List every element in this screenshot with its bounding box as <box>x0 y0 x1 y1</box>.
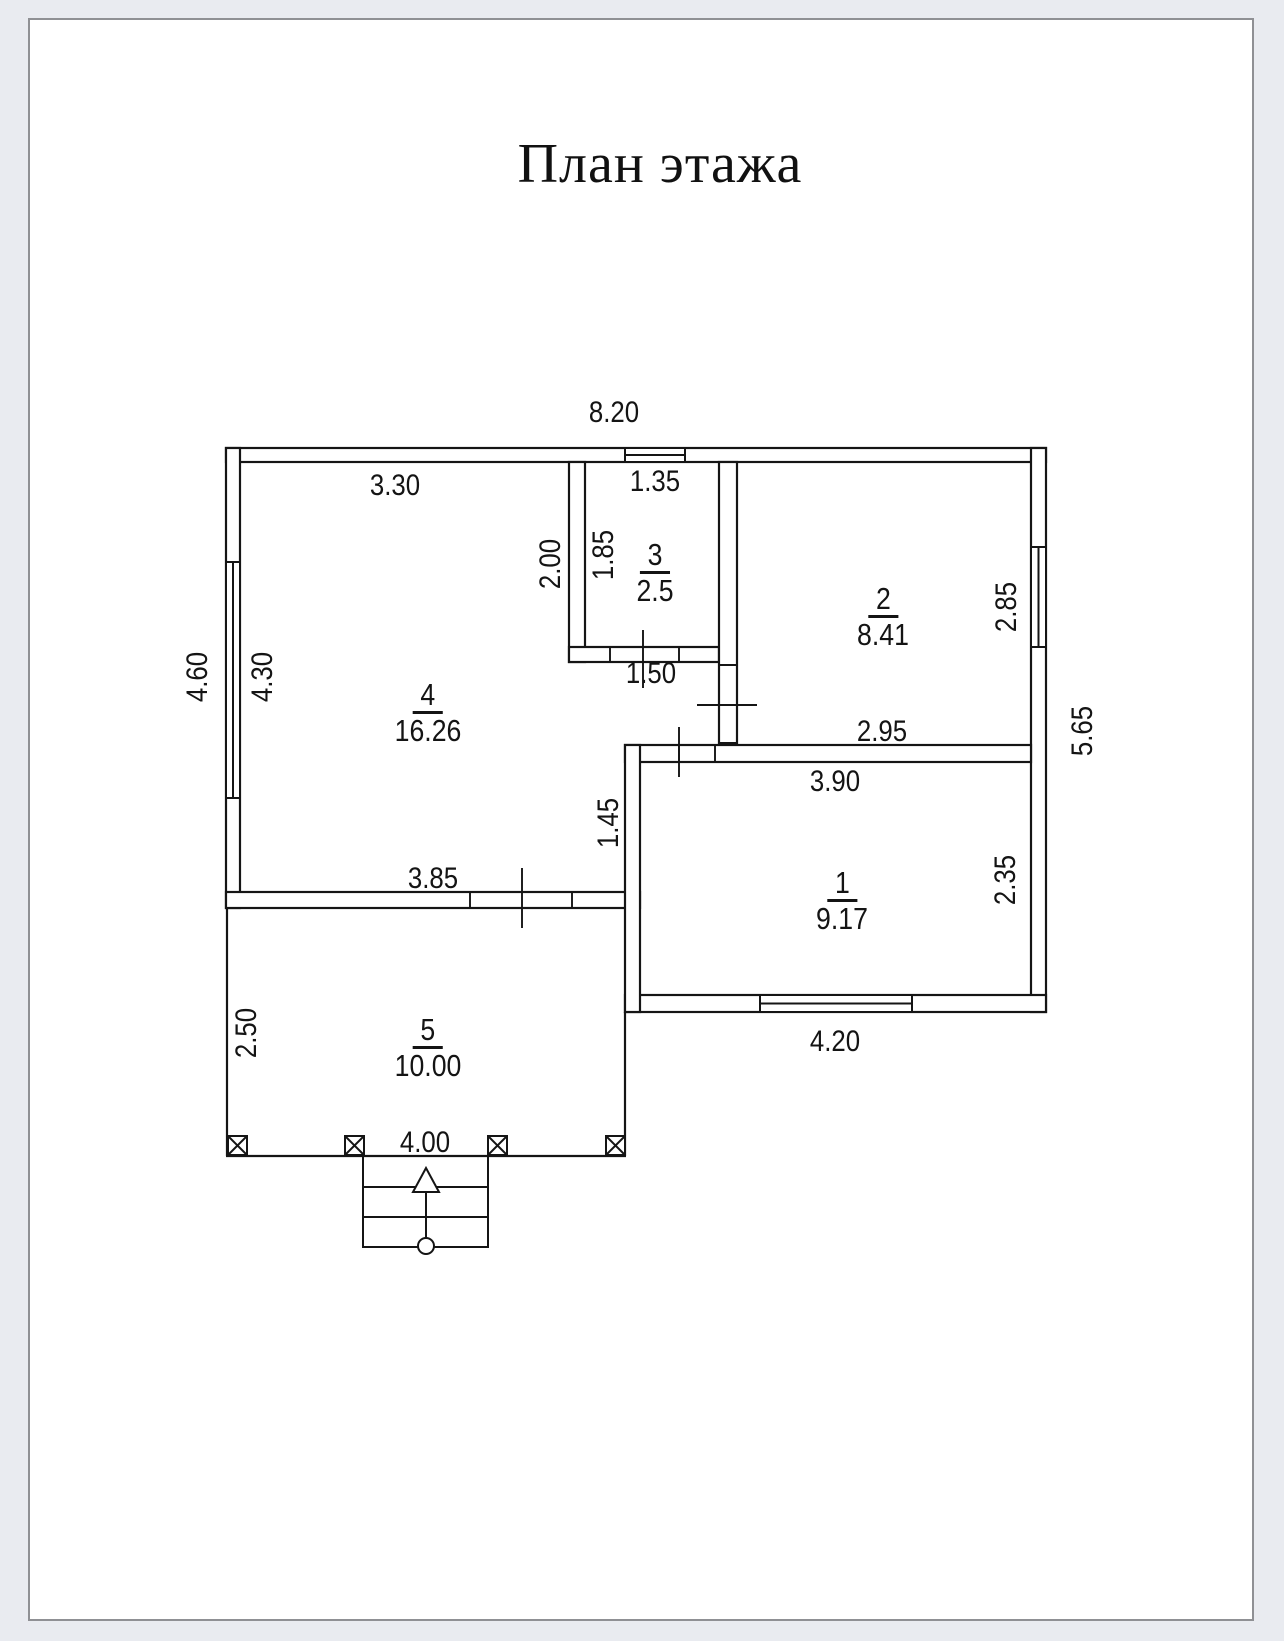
stairs-arrowhead <box>413 1168 439 1192</box>
window-right <box>1031 547 1046 647</box>
dim-room1-bottom-width: 4.20 <box>809 1025 861 1058</box>
column-marker <box>488 1136 507 1155</box>
column-marker <box>606 1136 625 1155</box>
wall-segment <box>625 745 1031 762</box>
dim-room1-width: 3.90 <box>809 765 861 798</box>
stairs <box>363 1156 488 1254</box>
wall-segment <box>719 462 737 745</box>
dim-porch-depth: 2.50 <box>230 1007 263 1059</box>
dim-room2-width: 2.95 <box>856 715 908 748</box>
room-area: 9.17 <box>816 901 868 936</box>
dim-room4-bottom-width: 3.85 <box>407 862 459 895</box>
room-area: 16.26 <box>394 713 462 748</box>
dim-hall-depth: 1.45 <box>592 797 625 849</box>
dim-room2-depth: 2.85 <box>990 581 1023 633</box>
porch-outline <box>226 908 626 1156</box>
dim-room3-door-width: 1.50 <box>625 657 677 690</box>
room-area: 8.41 <box>857 617 909 652</box>
window-left <box>226 562 240 798</box>
window-top <box>625 448 685 462</box>
column-marker <box>345 1136 364 1155</box>
room-number: 1 <box>827 868 857 902</box>
room-number: 2 <box>868 584 898 618</box>
dim-room3-depth: 1.85 <box>587 529 620 581</box>
dim-overall-width: 8.20 <box>588 396 640 429</box>
porch-columns <box>228 1136 625 1155</box>
wall-segment <box>569 647 719 662</box>
wall-segment <box>226 892 640 908</box>
room-area: 2.5 <box>636 573 674 608</box>
wall-segment <box>625 745 640 1012</box>
dim-hall-beside-room3: 2.00 <box>534 538 567 590</box>
dim-room4-width: 3.30 <box>369 469 421 502</box>
walls <box>226 448 1046 1012</box>
dim-left-side-outer: 4.60 <box>181 651 214 703</box>
window-bottom <box>760 995 912 1012</box>
page-title: План этажа <box>517 133 803 195</box>
room-number: 4 <box>413 680 443 714</box>
dim-room4-depth: 4.30 <box>246 651 279 703</box>
wall-segment <box>569 462 585 662</box>
dim-porch-width: 4.00 <box>399 1126 451 1159</box>
column-marker <box>228 1136 247 1155</box>
room-number: 5 <box>413 1015 443 1049</box>
dim-room3-width: 1.35 <box>629 465 681 498</box>
stairs-start-marker <box>418 1238 434 1254</box>
room-area: 10.00 <box>394 1048 462 1083</box>
wall-segment <box>1031 448 1046 1012</box>
dim-right-side-outer: 5.65 <box>1066 705 1099 757</box>
dim-room1-depth: 2.35 <box>989 854 1022 906</box>
room-number: 3 <box>640 540 670 574</box>
door-openings <box>470 630 757 928</box>
